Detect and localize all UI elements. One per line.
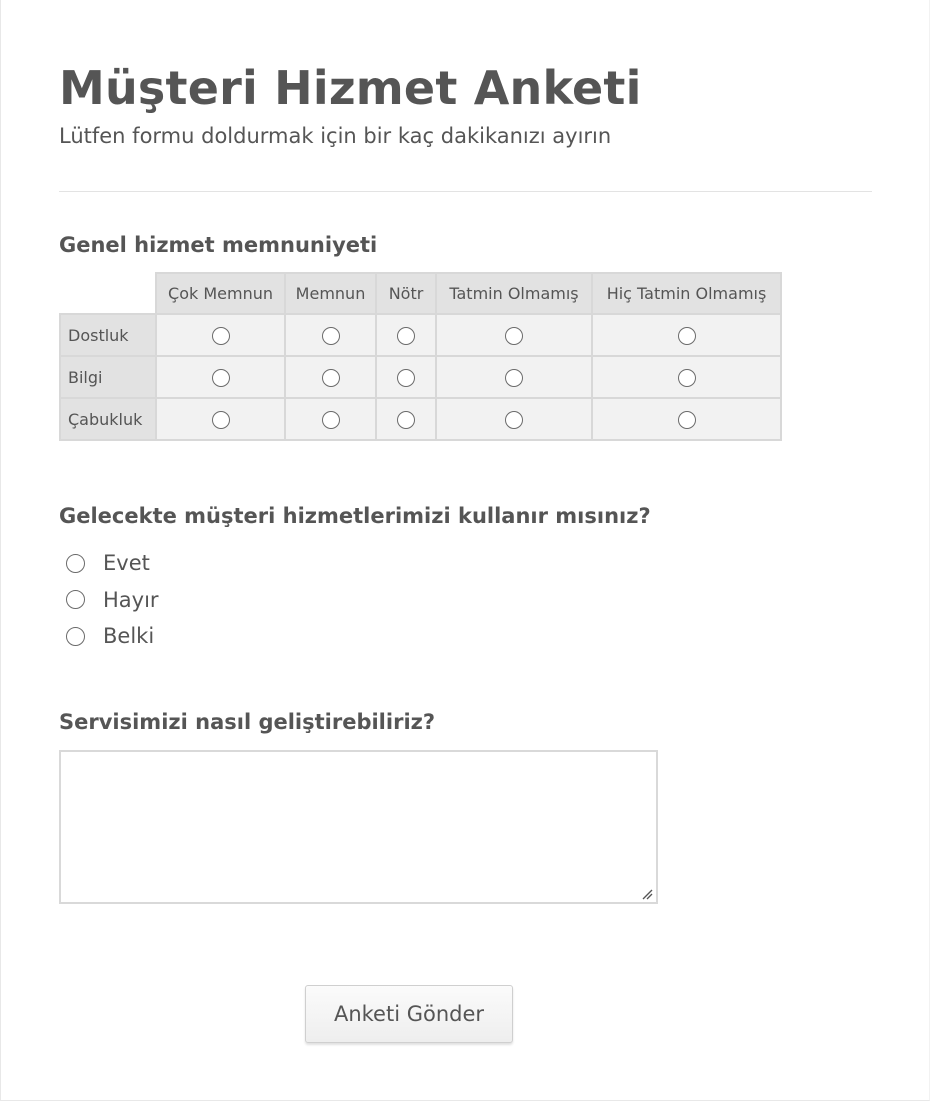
matrix-row-label: Çabukluk	[60, 398, 156, 440]
option-label: Belki	[103, 624, 155, 649]
radio-dostluk-tatmin-olmamis[interactable]	[505, 327, 523, 345]
radio-cabukluk-cok-memnun[interactable]	[212, 411, 230, 429]
improve-textarea[interactable]	[59, 750, 658, 904]
satisfaction-matrix	[59, 272, 782, 441]
matrix-row-label: Bilgi	[60, 356, 156, 398]
matrix-cell[interactable]	[376, 356, 436, 398]
matrix-cell[interactable]	[376, 314, 436, 356]
matrix-cell[interactable]	[285, 398, 376, 440]
radio-hayir[interactable]	[66, 590, 85, 609]
matrix-cell[interactable]	[285, 356, 376, 398]
form-subtitle: Lütfen formu doldurmak için bir kaç dakikanızı ayırın	[59, 124, 612, 148]
matrix-cell[interactable]	[592, 314, 781, 356]
header-divider	[59, 191, 872, 192]
matrix-cell[interactable]	[156, 356, 285, 398]
radio-bilgi-notr[interactable]	[397, 369, 415, 387]
matrix-col-memnun: Memnun	[285, 273, 376, 314]
matrix-cell[interactable]	[592, 398, 781, 440]
radio-bilgi-tatmin-olmamis[interactable]	[505, 369, 523, 387]
matrix-corner	[60, 273, 156, 314]
matrix-row-label: Dostluk	[60, 314, 156, 356]
matrix-cell[interactable]	[156, 314, 285, 356]
matrix-col-cok-memnun: Çok Memnun	[156, 273, 285, 314]
radio-dostluk-hic-tatmin-olmamis[interactable]	[678, 327, 696, 345]
matrix-cell[interactable]	[592, 356, 781, 398]
matrix-cell[interactable]	[156, 398, 285, 440]
matrix-cell[interactable]	[436, 314, 592, 356]
matrix-col-tatmin-olmamis: Tatmin Olmamış	[436, 273, 592, 314]
radio-dostluk-notr[interactable]	[397, 327, 415, 345]
matrix-row-bilgi	[60, 356, 781, 398]
radio-cabukluk-hic-tatmin-olmamis[interactable]	[678, 411, 696, 429]
form-header	[59, 58, 872, 150]
radio-bilgi-cok-memnun[interactable]	[212, 369, 230, 387]
option-label: Evet	[103, 551, 150, 576]
radio-bilgi-hic-tatmin-olmamis[interactable]	[678, 369, 696, 387]
option-hayir[interactable]	[66, 582, 159, 619]
question-satisfaction-label: Genel hizmet memnuniyeti	[59, 233, 378, 257]
option-evet[interactable]	[66, 545, 159, 582]
question-improve-label: Servisimizi nasıl geliştirebiliriz?	[59, 710, 436, 734]
radio-cabukluk-memnun[interactable]	[322, 411, 340, 429]
resize-grip-icon[interactable]	[641, 888, 653, 900]
future-use-options	[66, 545, 159, 655]
question-future-use-label: Gelecekte müşteri hizmetlerimizi kullanır mısınız?	[59, 504, 651, 528]
radio-dostluk-cok-memnun[interactable]	[212, 327, 230, 345]
radio-cabukluk-notr[interactable]	[397, 411, 415, 429]
radio-cabukluk-tatmin-olmamis[interactable]	[505, 411, 523, 429]
option-belki[interactable]	[66, 618, 159, 655]
form-title: Müşteri Hizmet Anketi	[59, 61, 642, 115]
matrix-col-hic-tatmin-olmamis: Hiç Tatmin Olmamış	[592, 273, 781, 314]
matrix-cell[interactable]	[376, 398, 436, 440]
radio-evet[interactable]	[66, 554, 85, 573]
radio-dostluk-memnun[interactable]	[322, 327, 340, 345]
matrix-cell[interactable]	[436, 356, 592, 398]
matrix-row-cabukluk	[60, 398, 781, 440]
matrix-cell[interactable]	[285, 314, 376, 356]
matrix-col-notr: Nötr	[376, 273, 436, 314]
submit-button[interactable]: Anketi Gönder	[305, 985, 513, 1043]
matrix-cell[interactable]	[436, 398, 592, 440]
radio-bilgi-memnun[interactable]	[322, 369, 340, 387]
option-label: Hayır	[103, 587, 159, 612]
matrix-row-dostluk	[60, 314, 781, 356]
radio-belki[interactable]	[66, 627, 85, 646]
